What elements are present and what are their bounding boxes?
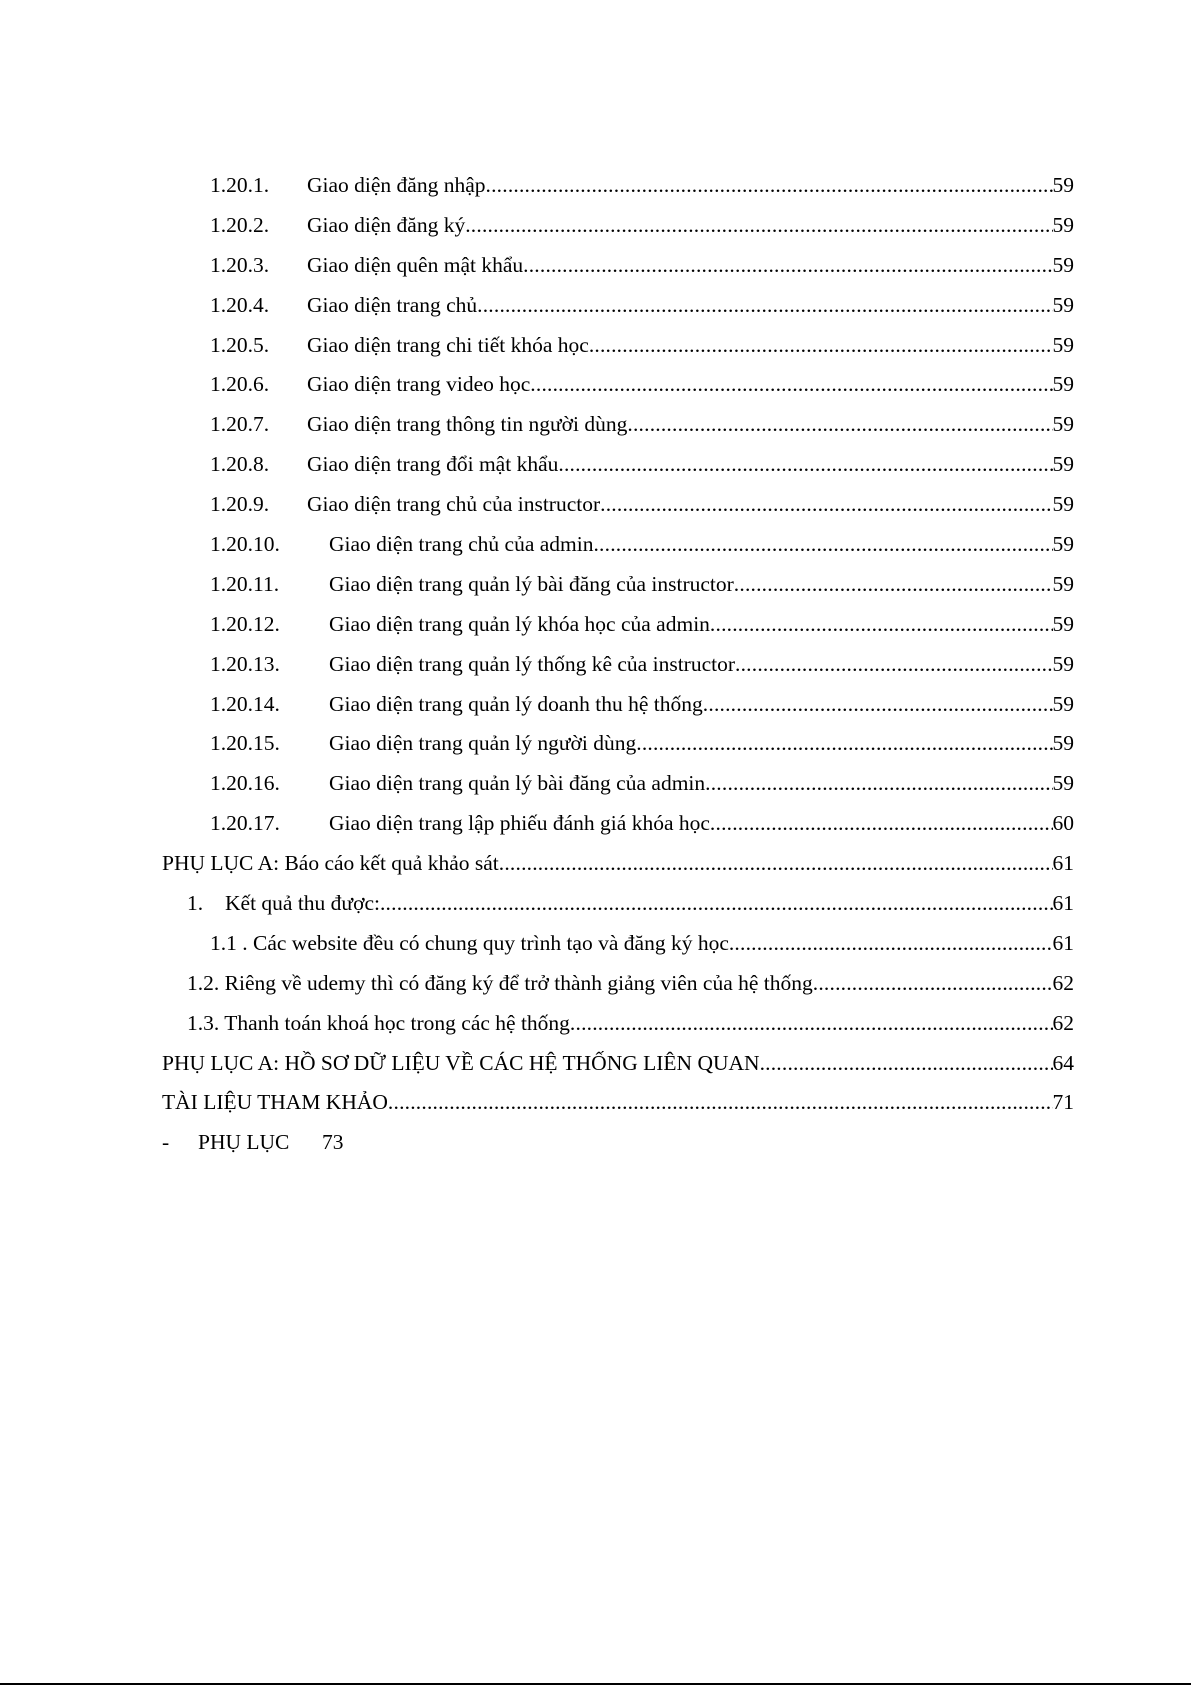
- toc-dot-leader: [477, 285, 1052, 325]
- toc-entry[interactable]: [162, 444, 1074, 484]
- toc-entry-appendix-a[interactable]: [162, 843, 1074, 883]
- toc-entry-number: 1.20.10.: [210, 532, 280, 557]
- toc-dot-leader: [523, 245, 1052, 285]
- toc-entry-page: 59: [1052, 492, 1074, 517]
- toc-entry-number: 1.20.16.: [210, 771, 280, 796]
- toc-entry-number: 1.20.4.: [210, 292, 270, 317]
- toc-entry-title: 1.3. Thanh toán khoá học trong các hệ thống: [187, 1010, 570, 1035]
- toc-dot-leader: [636, 723, 1052, 763]
- toc-entry-page: 64: [1052, 1050, 1074, 1075]
- toc-entry[interactable]: [162, 165, 1074, 205]
- toc-entry-title: Giao diện trang quản lý thống kê của instructor: [329, 651, 736, 676]
- toc-entry-title: Giao diện trang lập phiếu đánh giá khóa học: [329, 811, 710, 836]
- toc-dot-leader: [705, 763, 1052, 803]
- toc-dot-leader: [729, 923, 1053, 963]
- toc-entry[interactable]: [162, 364, 1074, 404]
- toc-entry[interactable]: [162, 883, 1074, 923]
- toc-entry-number: 1.20.9.: [210, 492, 270, 517]
- toc-entry-number: 1.20.14.: [210, 691, 280, 716]
- toc-dot-leader: [558, 444, 1052, 484]
- toc-entry-page: 60: [1052, 811, 1074, 836]
- toc-entry-title: Giao diện trang quản lý bài đăng của admin: [329, 771, 706, 796]
- toc-entry-page: 59: [1052, 212, 1074, 237]
- toc-entry-title: Giao diện trang quản lý bài đăng của instructor: [329, 571, 734, 596]
- toc-dot-leader: [388, 1082, 1053, 1122]
- toc-entry-title: Giao diện đăng ký: [307, 212, 466, 237]
- toc-entry-page: 61: [1052, 930, 1074, 955]
- toc-entry-number: 1.20.11.: [210, 571, 280, 596]
- toc-entry-page: 59: [1052, 332, 1074, 357]
- toc-entry-appendix-a-records[interactable]: [162, 1043, 1074, 1083]
- toc-entry[interactable]: [162, 684, 1074, 724]
- table-of-contents: [162, 165, 1074, 1162]
- toc-dot-leader: [627, 404, 1052, 444]
- toc-entry-page: 59: [1052, 571, 1074, 596]
- toc-dot-leader: [530, 364, 1052, 404]
- toc-entry-page: 62: [1052, 970, 1074, 995]
- toc-entry[interactable]: [162, 723, 1074, 763]
- toc-entry-number: 1.20.7.: [210, 412, 270, 437]
- toc-entry-page: 59: [1052, 691, 1074, 716]
- toc-entry-page: 59: [1052, 771, 1074, 796]
- toc-entry-number: 1.20.5.: [210, 332, 270, 357]
- toc-entry-number: 1.20.15.: [210, 731, 280, 756]
- toc-entry-title: Giao diện trang chủ của instructor: [307, 492, 601, 517]
- toc-entry[interactable]: [162, 524, 1074, 564]
- toc-entry-title: Giao diện quên mật khẩu: [307, 252, 524, 277]
- toc-entry-page: 59: [1052, 372, 1074, 397]
- toc-entry-title: 1.2. Riêng về udemy thì có đăng ký để trở thành giảng viên của hệ thống: [187, 970, 813, 995]
- toc-entry-title: Giao diện đăng nhập: [307, 173, 486, 197]
- toc-entry-title: 1.1 . Các website đều có chung quy trình tạo và đăng ký học: [210, 930, 729, 955]
- toc-entry[interactable]: [162, 484, 1074, 524]
- toc-entry-number: 1.20.8.: [210, 452, 270, 477]
- toc-entry-title: Giao diện trang chủ của admin: [329, 532, 594, 557]
- toc-entry-title: PHỤ LỤC A: HỒ SƠ DỮ LIỆU VỀ CÁC HỆ THỐNG LIÊN QUAN: [162, 1050, 760, 1075]
- toc-entry-number: 1.20.6.: [210, 372, 270, 397]
- toc-entry-title: Giao diện trang video học: [307, 372, 531, 397]
- toc-entry-title: TÀI LIỆU THAM KHẢO: [162, 1090, 388, 1115]
- toc-entry[interactable]: [162, 285, 1074, 325]
- toc-entry-title: Giao diện trang thông tin người dùng: [307, 412, 628, 437]
- toc-entry-number: 1.20.3.: [210, 252, 270, 277]
- toc-entry-number: 1.: [187, 891, 204, 916]
- toc-dot-leader: [380, 883, 1053, 923]
- toc-entry-number: 1.20.13.: [210, 651, 280, 676]
- list-dash: -: [162, 1130, 170, 1155]
- toc-entry[interactable]: [162, 564, 1074, 604]
- toc-entry-page: 59: [1052, 173, 1074, 197]
- toc-entry-page: 59: [1052, 412, 1074, 437]
- toc-entry[interactable]: [162, 644, 1074, 684]
- toc-entry[interactable]: [162, 404, 1074, 444]
- toc-entry-title: PHỤ LỤC: [198, 1130, 290, 1155]
- toc-entry[interactable]: [162, 923, 1074, 963]
- toc-entry-page: 61: [1052, 891, 1074, 916]
- toc-entry-references[interactable]: [162, 1082, 1074, 1122]
- toc-entry-page: 59: [1052, 252, 1074, 277]
- toc-dot-leader: [600, 484, 1052, 524]
- toc-entry-page: 61: [1052, 851, 1074, 876]
- toc-entry[interactable]: [162, 803, 1074, 843]
- toc-entry-number: 1.20.12.: [210, 611, 280, 636]
- toc-entry-title: Giao diện trang chủ: [307, 292, 478, 317]
- toc-entry-page: 59: [1052, 651, 1074, 676]
- toc-entry-page: 59: [1052, 292, 1074, 317]
- toc-entry[interactable]: [162, 1003, 1074, 1043]
- toc-entry-title: Giao diện trang chi tiết khóa học: [307, 332, 589, 357]
- toc-dot-leader: [593, 524, 1052, 564]
- toc-entry[interactable]: [162, 325, 1074, 365]
- toc-entry-title: Giao diện trang quản lý người dùng: [329, 731, 637, 756]
- toc-dot-leader: [570, 1003, 1053, 1043]
- toc-entry[interactable]: [162, 763, 1074, 803]
- toc-dot-leader: [589, 325, 1053, 365]
- toc-entry-title: Giao diện trang quản lý khóa học của admin: [329, 611, 710, 636]
- toc-dot-leader: [486, 165, 1053, 205]
- toc-dot-leader: [735, 644, 1052, 684]
- toc-dot-leader: [760, 1043, 1053, 1083]
- toc-entry-title: Giao diện trang quản lý doanh thu hệ thống: [329, 691, 703, 716]
- toc-entry-page: 62: [1052, 1010, 1074, 1035]
- toc-entry-page: 59: [1052, 611, 1074, 636]
- toc-dot-leader: [499, 843, 1053, 883]
- toc-dot-leader: [710, 803, 1053, 843]
- toc-entry-title: Kết quả thu được:: [225, 891, 380, 916]
- toc-entry-title: Giao diện trang đổi mật khẩu: [307, 452, 559, 477]
- toc-dot-leader: [465, 205, 1052, 245]
- toc-dot-leader: [734, 564, 1053, 604]
- toc-entry-number: 1.20.2.: [210, 212, 270, 237]
- toc-dot-leader: [703, 684, 1053, 724]
- toc-entry-page: 73: [322, 1130, 344, 1155]
- toc-entry-page: 59: [1052, 731, 1074, 756]
- toc-dot-leader: [813, 963, 1053, 1003]
- toc-entry[interactable]: [162, 963, 1074, 1003]
- toc-entry-page: 59: [1052, 532, 1074, 557]
- toc-entry-page: 71: [1052, 1090, 1074, 1115]
- toc-entry-appendix[interactable]: [162, 1122, 1074, 1162]
- toc-entry-number: 1.20.1.: [210, 173, 270, 197]
- toc-entry[interactable]: [162, 205, 1074, 245]
- toc-dot-leader: [710, 604, 1053, 644]
- toc-entry-page: 59: [1052, 452, 1074, 477]
- toc-entry-number: 1.20.17.: [210, 811, 280, 836]
- toc-entry[interactable]: [162, 604, 1074, 644]
- toc-entry[interactable]: [162, 245, 1074, 285]
- toc-entry-title: PHỤ LỤC A: Báo cáo kết quả khảo sát: [162, 851, 499, 876]
